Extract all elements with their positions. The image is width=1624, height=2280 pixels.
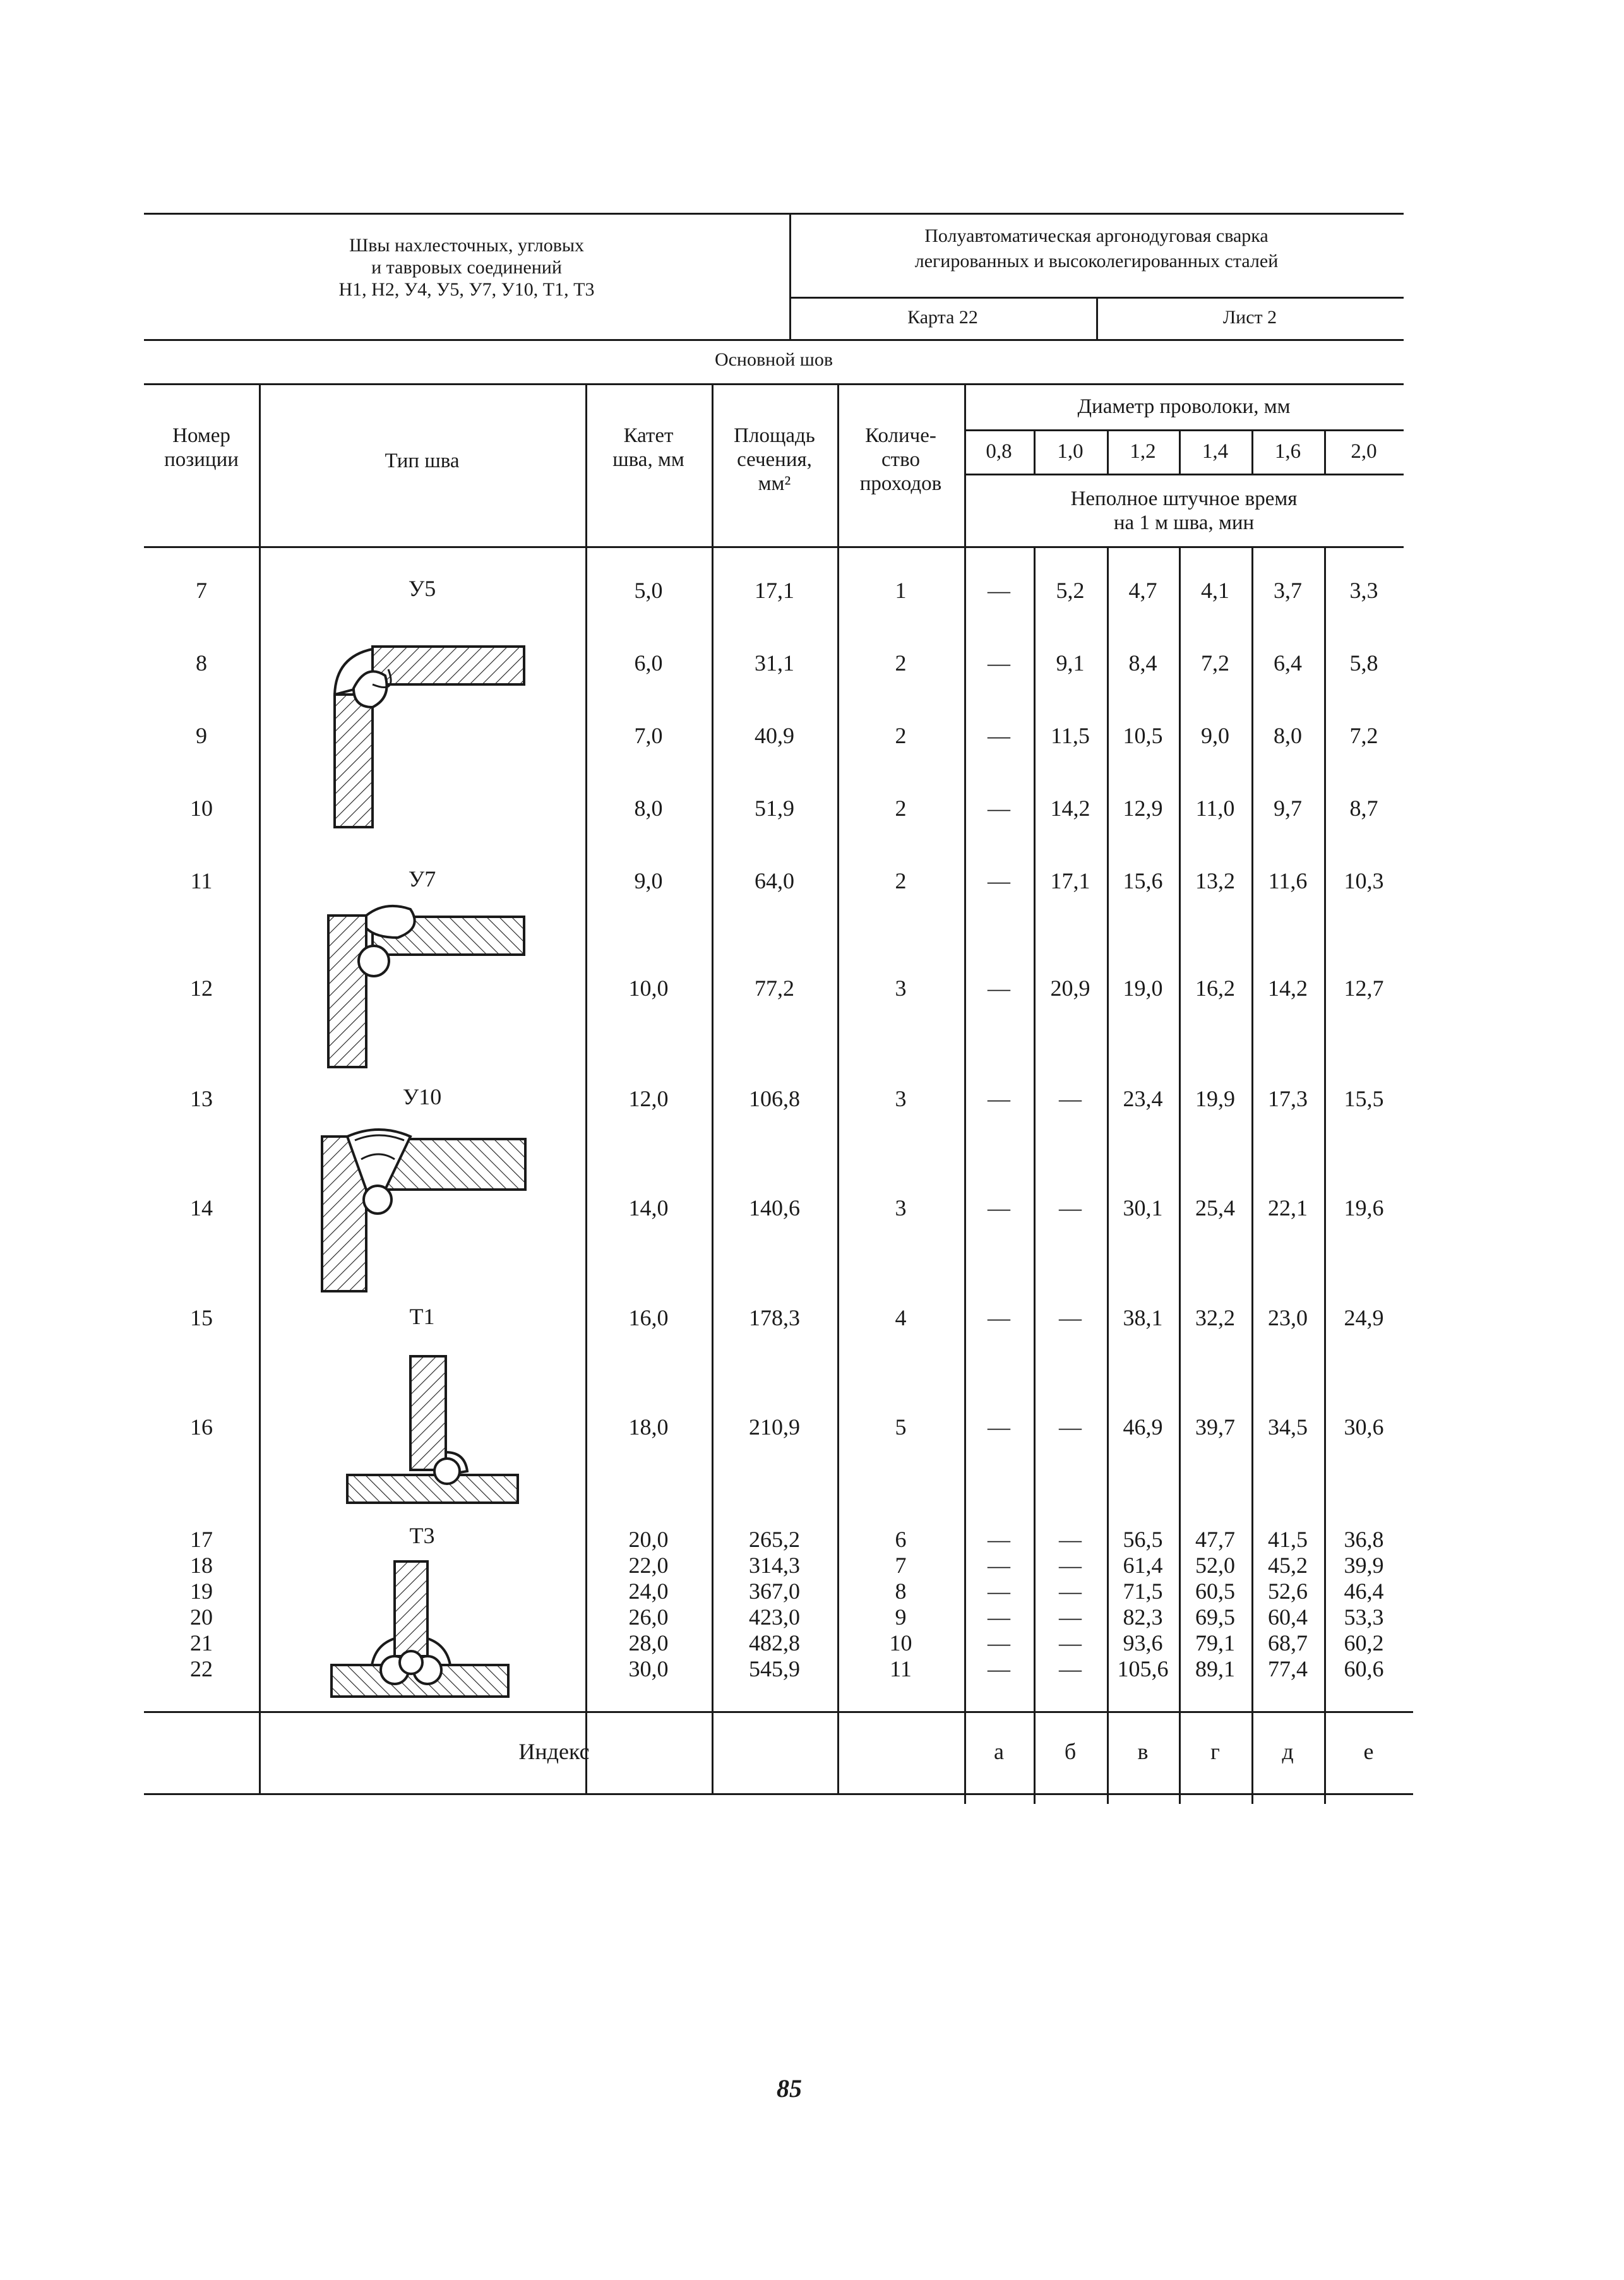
row-12-area: 77,2 <box>755 976 794 1001</box>
row-9-t0: — <box>988 723 1010 748</box>
row-14-area: 140,6 <box>749 1195 800 1221</box>
row-9-leg: 7,0 <box>634 723 663 748</box>
row-19-t0: — <box>988 1579 1010 1604</box>
row-13-t5: 15,5 <box>1344 1086 1384 1111</box>
row-8-t0: — <box>988 650 1010 676</box>
page-number: 85 <box>777 2074 802 2103</box>
row-10-passes: 2 <box>895 796 907 821</box>
col-passes-1: Количе- <box>865 424 936 447</box>
row-18-passes: 7 <box>895 1553 907 1578</box>
row-16-passes: 5 <box>895 1414 907 1440</box>
row-11-area: 64,0 <box>755 868 794 893</box>
col-wire-diameter: Диаметр проволоки, мм <box>1077 395 1291 418</box>
row-12-t5: 12,7 <box>1344 976 1384 1001</box>
row-22-pos: 22 <box>190 1656 213 1681</box>
index-d: д <box>1282 1739 1294 1764</box>
seam-label-t3: Т3 <box>409 1523 435 1548</box>
index-b: б <box>1064 1739 1077 1764</box>
row-10-t4: 9,7 <box>1274 796 1302 821</box>
index-v: в <box>1137 1739 1149 1764</box>
row-22-t1: — <box>1059 1656 1082 1681</box>
row-20-t3: 69,5 <box>1195 1604 1235 1630</box>
row-7-t2: 4,7 <box>1128 578 1157 603</box>
row-12-t1: 20,9 <box>1050 976 1090 1001</box>
row-13-t1: — <box>1059 1086 1082 1111</box>
row-16-t2: 46,9 <box>1123 1414 1163 1440</box>
col-area-3: мм² <box>758 472 791 495</box>
row-9-t1: 11,5 <box>1051 723 1090 748</box>
row-12-t2: 19,0 <box>1123 976 1163 1001</box>
diam-0-8: 0,8 <box>986 440 1012 463</box>
col-area-1: Площадь <box>734 424 815 447</box>
row-13-area: 106,8 <box>749 1086 800 1111</box>
diam-1-6: 1,6 <box>1274 440 1301 463</box>
header-right-line-2: легированных и высоколегированных сталей <box>914 251 1279 272</box>
row-15-t4: 23,0 <box>1268 1305 1308 1330</box>
row-16-t1: — <box>1059 1414 1082 1440</box>
row-11-t4: 11,6 <box>1268 868 1308 893</box>
col-leg-1: Катет <box>623 424 674 447</box>
row-12-t4: 14,2 <box>1268 976 1308 1001</box>
row-10-t5: 8,7 <box>1349 796 1378 821</box>
row-22-leg: 30,0 <box>628 1656 669 1681</box>
row-17-t1: — <box>1059 1527 1082 1552</box>
row-19-t4: 52,6 <box>1268 1579 1308 1604</box>
table-top-rule <box>144 383 1404 385</box>
row-7-t4: 3,7 <box>1274 578 1302 603</box>
row-13-t4: 17,3 <box>1268 1086 1308 1111</box>
row-13-leg: 12,0 <box>628 1086 669 1111</box>
row-17-t4: 41,5 <box>1268 1527 1308 1552</box>
row-18-t2: 61,4 <box>1123 1553 1163 1578</box>
row-22-passes: 11 <box>890 1656 912 1681</box>
row-15-passes: 4 <box>895 1305 907 1330</box>
row-21-t2: 93,6 <box>1123 1630 1163 1656</box>
col-time-2: на 1 м шва, мин <box>1113 511 1255 534</box>
row-18-t0: — <box>988 1553 1010 1578</box>
row-10-area: 51,9 <box>755 796 794 821</box>
index-label: Индекс <box>518 1739 590 1764</box>
row-14-t4: 22,1 <box>1268 1195 1308 1221</box>
row-20-t1: — <box>1059 1604 1082 1630</box>
row-11-leg: 9,0 <box>634 868 663 893</box>
row-12-pos: 12 <box>190 976 213 1001</box>
row-20-area: 423,0 <box>749 1604 800 1630</box>
row-11-t2: 15,6 <box>1123 868 1163 893</box>
header-bottom-rule <box>144 339 1404 341</box>
row-9-pos: 9 <box>196 723 207 748</box>
row-20-t0: — <box>988 1604 1010 1630</box>
seam-label-t1: Т1 <box>409 1304 435 1329</box>
row-11-pos: 11 <box>190 868 213 893</box>
row-8-pos: 8 <box>196 650 207 676</box>
row-17-leg: 20,0 <box>628 1527 669 1552</box>
row-21-area: 482,8 <box>749 1630 800 1656</box>
row-18-area: 314,3 <box>749 1553 800 1578</box>
row-15-t0: — <box>988 1305 1010 1330</box>
row-8-t2: 8,4 <box>1128 650 1157 676</box>
header-left-line-2: и тавровых соединений <box>371 257 562 278</box>
diam-2-0: 2,0 <box>1351 440 1377 463</box>
row-20-t4: 60,4 <box>1268 1604 1308 1630</box>
row-19-t5: 46,4 <box>1344 1579 1384 1604</box>
row-13-t2: 23,4 <box>1123 1086 1163 1111</box>
diam-values-rule <box>964 474 1404 475</box>
row-22-t4: 77,4 <box>1268 1656 1308 1681</box>
seam-u10-diagram <box>316 1124 530 1294</box>
seam-label-u7: У7 <box>408 866 436 892</box>
diam-1-2: 1,2 <box>1130 440 1156 463</box>
row-15-t1: — <box>1059 1305 1082 1330</box>
row-14-t5: 19,6 <box>1344 1195 1384 1221</box>
col-position-1: Номер <box>172 424 230 447</box>
row-21-t4: 68,7 <box>1268 1630 1308 1656</box>
row-13-passes: 3 <box>895 1086 907 1111</box>
row-17-t5: 36,8 <box>1344 1527 1384 1552</box>
row-18-t4: 45,2 <box>1268 1553 1308 1578</box>
sheet-number: Лист 2 <box>1222 307 1277 328</box>
row-12-t0: — <box>988 976 1010 1001</box>
row-9-passes: 2 <box>895 723 907 748</box>
row-14-t3: 25,4 <box>1195 1195 1235 1221</box>
row-17-area: 265,2 <box>749 1527 800 1552</box>
row-18-pos: 18 <box>190 1553 213 1578</box>
seam-u7-diagram <box>322 903 530 1073</box>
row-19-t3: 60,5 <box>1195 1579 1235 1604</box>
row-15-leg: 16,0 <box>628 1305 669 1330</box>
row-9-t5: 7,2 <box>1349 723 1378 748</box>
row-15-t2: 38,1 <box>1123 1305 1163 1330</box>
row-14-leg: 14,0 <box>628 1195 669 1221</box>
row-14-t0: — <box>988 1195 1010 1221</box>
index-a: а <box>994 1739 1004 1764</box>
row-7-passes: 1 <box>895 578 907 603</box>
header-top-rule <box>144 213 1404 215</box>
index-top-rule <box>144 1711 1413 1713</box>
row-13-pos: 13 <box>190 1086 213 1111</box>
row-18-t1: — <box>1059 1553 1082 1578</box>
seam-t3-diagram <box>325 1556 515 1702</box>
row-11-t0: — <box>988 868 1010 893</box>
row-7-leg: 5,0 <box>634 578 663 603</box>
row-19-t1: — <box>1059 1579 1082 1604</box>
seam-u5-diagram <box>328 638 530 833</box>
index-e: е <box>1363 1739 1374 1764</box>
row-21-t0: — <box>988 1630 1010 1656</box>
row-22-t0: — <box>988 1656 1010 1681</box>
row-20-t2: 82,3 <box>1123 1604 1163 1630</box>
row-16-leg: 18,0 <box>628 1414 669 1440</box>
row-18-leg: 22,0 <box>628 1553 669 1578</box>
row-7-t0: — <box>988 578 1010 603</box>
row-9-t4: 8,0 <box>1274 723 1302 748</box>
table-header-bottom-rule <box>144 546 1404 548</box>
row-10-t0: — <box>988 796 1010 821</box>
row-13-t3: 19,9 <box>1195 1086 1235 1111</box>
row-22-t5: 60,6 <box>1344 1656 1384 1681</box>
row-17-t3: 47,7 <box>1195 1527 1235 1552</box>
header-right-line-1: Полуавтоматическая аргонодуговая сварка <box>924 225 1269 246</box>
section-title: Основной шов <box>714 349 833 370</box>
row-19-leg: 24,0 <box>628 1579 669 1604</box>
row-14-pos: 14 <box>190 1195 213 1221</box>
row-21-t5: 60,2 <box>1344 1630 1384 1656</box>
diam-1-4: 1,4 <box>1202 440 1229 463</box>
row-16-area: 210,9 <box>749 1414 800 1440</box>
row-7-pos: 7 <box>196 578 207 603</box>
row-19-t2: 71,5 <box>1123 1579 1163 1604</box>
row-8-t1: 9,1 <box>1056 650 1085 676</box>
row-10-t3: 11,0 <box>1195 796 1235 821</box>
row-12-leg: 10,0 <box>628 976 669 1001</box>
row-19-area: 367,0 <box>749 1579 800 1604</box>
row-8-t4: 6,4 <box>1274 650 1302 676</box>
col-passes-3: проходов <box>859 472 942 495</box>
col-seam-type: Тип шва <box>385 450 460 472</box>
row-20-pos: 20 <box>190 1604 213 1630</box>
row-11-passes: 2 <box>895 868 907 893</box>
row-17-passes: 6 <box>895 1527 907 1552</box>
row-7-t3: 4,1 <box>1201 578 1229 603</box>
row-11-t3: 13,2 <box>1195 868 1235 893</box>
row-10-leg: 8,0 <box>634 796 663 821</box>
col-leg-2: шва, мм <box>612 448 684 471</box>
row-15-pos: 15 <box>190 1305 213 1330</box>
card-number: Карта 22 <box>907 307 978 328</box>
row-9-area: 40,9 <box>755 723 794 748</box>
index-bottom-rule <box>144 1793 1413 1795</box>
row-20-t5: 53,3 <box>1344 1604 1384 1630</box>
row-20-leg: 26,0 <box>628 1604 669 1630</box>
col-position-2: позиции <box>164 448 239 471</box>
header-left-line-3: Н1, Н2, У4, У5, У7, У10, Т1, Т3 <box>338 279 595 300</box>
row-17-t2: 56,5 <box>1123 1527 1163 1552</box>
seam-label-u10: У10 <box>402 1084 442 1109</box>
row-11-t1: 17,1 <box>1050 868 1090 893</box>
row-16-t3: 39,7 <box>1195 1414 1235 1440</box>
row-7-t5: 3,3 <box>1349 578 1378 603</box>
row-10-pos: 10 <box>190 796 213 821</box>
row-22-t2: 105,6 <box>1117 1656 1169 1681</box>
row-10-t2: 12,9 <box>1123 796 1163 821</box>
diam-header-rule <box>964 429 1404 431</box>
header-left-line-1: Швы нахлесточных, угловых <box>349 235 585 256</box>
col-passes-2: ство <box>881 448 920 471</box>
row-16-pos: 16 <box>190 1414 213 1440</box>
row-14-passes: 3 <box>895 1195 907 1221</box>
row-22-t3: 89,1 <box>1195 1656 1235 1681</box>
row-14-t1: — <box>1059 1195 1082 1221</box>
row-15-t3: 32,2 <box>1195 1305 1235 1330</box>
row-9-t3: 9,0 <box>1201 723 1229 748</box>
row-13-t0: — <box>988 1086 1010 1111</box>
col-time-1: Неполное штучное время <box>1070 487 1298 510</box>
row-12-t3: 16,2 <box>1195 976 1235 1001</box>
row-8-passes: 2 <box>895 650 907 676</box>
row-17-pos: 17 <box>190 1527 213 1552</box>
row-16-t4: 34,5 <box>1268 1414 1308 1440</box>
row-8-t5: 5,8 <box>1349 650 1378 676</box>
row-15-t5: 24,9 <box>1344 1305 1384 1330</box>
seam-t1-diagram <box>341 1351 524 1509</box>
row-16-t5: 30,6 <box>1344 1414 1384 1440</box>
row-14-t2: 30,1 <box>1123 1195 1163 1221</box>
row-12-passes: 3 <box>895 976 907 1001</box>
row-19-pos: 19 <box>190 1579 213 1604</box>
row-21-passes: 10 <box>889 1630 912 1656</box>
row-22-area: 545,9 <box>749 1656 800 1681</box>
row-21-t1: — <box>1059 1630 1082 1656</box>
row-11-t5: 10,3 <box>1344 868 1384 893</box>
row-21-t3: 79,1 <box>1195 1630 1235 1656</box>
row-17-t0: — <box>988 1527 1010 1552</box>
row-7-t1: 5,2 <box>1056 578 1085 603</box>
row-19-passes: 8 <box>895 1579 907 1604</box>
row-7-area: 17,1 <box>755 578 794 603</box>
row-8-t3: 7,2 <box>1201 650 1229 676</box>
row-10-t1: 14,2 <box>1050 796 1090 821</box>
row-8-leg: 6,0 <box>634 650 663 676</box>
index-g: г <box>1210 1739 1220 1764</box>
row-18-t3: 52,0 <box>1195 1553 1235 1578</box>
row-18-t5: 39,9 <box>1344 1553 1384 1578</box>
row-20-passes: 9 <box>895 1604 907 1630</box>
row-15-area: 178,3 <box>749 1305 800 1330</box>
col-area-2: сечения, <box>737 448 812 471</box>
diam-1-0: 1,0 <box>1057 440 1084 463</box>
row-16-t0: — <box>988 1414 1010 1440</box>
seam-label-u5: У5 <box>408 576 436 601</box>
row-21-leg: 28,0 <box>628 1630 669 1656</box>
row-8-area: 31,1 <box>755 650 794 676</box>
row-9-t2: 10,5 <box>1123 723 1163 748</box>
row-21-pos: 21 <box>190 1630 213 1656</box>
